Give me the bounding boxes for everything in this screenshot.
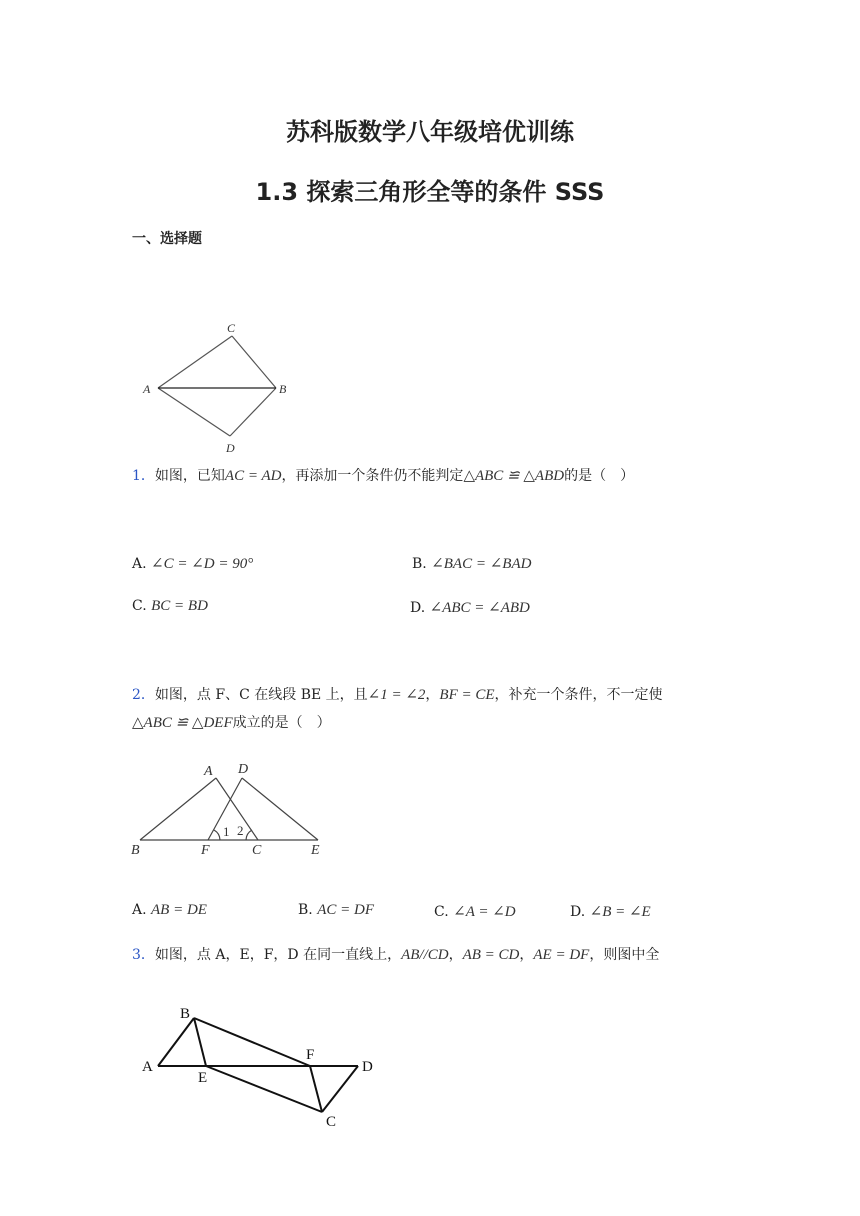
question-1 — [132, 466, 634, 486]
fig2-label-angle-2: 2 — [237, 823, 244, 838]
question-number: 1． — [132, 468, 155, 484]
fig2-label-f: F — [201, 843, 210, 858]
question-text: ， — [448, 947, 463, 963]
option-letter: B. — [298, 902, 313, 918]
question-text: ， — [425, 687, 440, 703]
math-expression: BF = CE — [439, 687, 495, 703]
document-title: 苏科版数学八年级培优训练 — [286, 118, 574, 146]
question-text: ，再添加一个条件仍不能判定 — [281, 468, 464, 484]
fig2-label-e: E — [311, 843, 320, 858]
document-subtitle: 1.3 探索三角形全等的条件 SSS — [255, 178, 605, 206]
fig2-label-a: A — [204, 764, 213, 779]
math-expression: △ABC ≌ △DEF — [132, 715, 233, 731]
fig1-label-a: A — [143, 382, 151, 396]
question-2-line-1 — [132, 685, 663, 705]
fig3-label-f: F — [306, 1047, 315, 1063]
q1-option-a — [132, 554, 253, 573]
q2-option-c — [434, 902, 516, 921]
question-3 — [132, 945, 659, 965]
fig3-label-e: E — [198, 1070, 208, 1086]
option-expression: ∠BAC = ∠BAD — [431, 556, 532, 572]
math-expression: AE = DF — [533, 947, 590, 963]
option-expression: BC = BD — [151, 598, 208, 614]
fig1-label-c: C — [227, 321, 236, 335]
fig1-label-b: B — [279, 382, 287, 396]
math-expression: AB = CD — [462, 947, 520, 963]
option-letter: D. — [570, 904, 586, 920]
question-text: 如图，点 F、C 在线段 BE 上，且 — [154, 687, 368, 703]
option-letter: C. — [132, 598, 147, 614]
option-letter: A. — [132, 902, 147, 918]
question-text: ，则图中全 — [589, 947, 660, 963]
option-expression: AB = DE — [151, 902, 207, 918]
question-number: 3． — [132, 947, 155, 963]
question-text: 如图，点 A，E，F，D 在同一直线上， — [154, 947, 402, 963]
question-2-line-2 — [132, 713, 331, 733]
math-expression: △ABC ≌ △ABD — [463, 468, 565, 484]
q2-option-b — [298, 902, 374, 919]
section-heading: 一、选择题 — [132, 231, 202, 247]
question-text: 如图，已知 — [154, 468, 225, 484]
fig2-label-b: B — [131, 843, 140, 858]
question-number: 2． — [132, 687, 155, 703]
fig2-label-angle-1: 1 — [223, 824, 230, 839]
fig1-label-d: D — [226, 441, 235, 455]
q1-option-d — [410, 598, 530, 617]
q2-option-a — [132, 902, 207, 919]
q1-option-c — [132, 598, 208, 615]
q1-option-b — [412, 554, 531, 573]
math-expression: AB//CD — [401, 947, 449, 963]
fig3-label-c: C — [326, 1114, 337, 1130]
figure-1-diagram — [138, 318, 298, 458]
option-letter: A. — [132, 556, 147, 572]
option-expression: ∠C = ∠D = 90° — [151, 556, 254, 572]
option-expression: ∠B = ∠E — [589, 904, 651, 920]
option-expression: ∠ABC = ∠ABD — [429, 600, 530, 616]
fig2-label-c: C — [252, 843, 262, 858]
option-letter: D. — [410, 600, 426, 616]
option-expression: ∠A = ∠D — [453, 904, 516, 920]
question-text: ，补充一个条件，不一定使 — [494, 687, 663, 703]
math-expression: AC = AD — [224, 468, 282, 484]
fig3-label-a: A — [142, 1059, 153, 1075]
fig3-label-b: B — [180, 1006, 191, 1022]
option-letter: C. — [434, 904, 449, 920]
math-expression: ∠1 = ∠2 — [367, 687, 426, 703]
question-text: 的是（ ） — [564, 468, 635, 484]
q2-option-d — [570, 902, 651, 921]
question-text: 成立的是（ ） — [232, 715, 331, 731]
figure-3-diagram — [136, 1000, 386, 1130]
option-letter: B. — [412, 556, 427, 572]
option-expression: AC = DF — [317, 902, 374, 918]
figure-2-diagram — [128, 760, 328, 858]
question-text: ， — [519, 947, 534, 963]
fig2-label-d: D — [238, 762, 249, 777]
fig3-label-d: D — [362, 1059, 373, 1075]
